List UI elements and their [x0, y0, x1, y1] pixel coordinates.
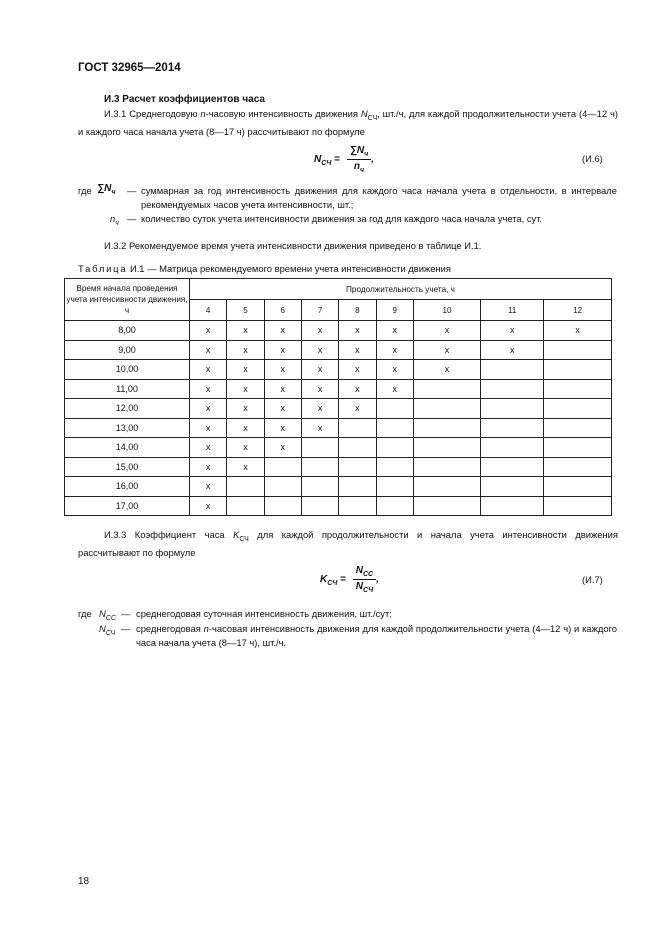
matrix-cell [481, 418, 544, 438]
matrix-cell: x [227, 399, 264, 419]
start-hour-cell: 9,00 [65, 340, 190, 360]
variable-n: n [203, 623, 209, 634]
matrix-cell: x [413, 321, 480, 341]
subscript: СЧ [362, 587, 374, 594]
matrix-cell: x [227, 418, 264, 438]
symbol-text: N [99, 608, 106, 619]
subscript: ч [111, 189, 116, 196]
paragraph-text: И.3.3 Коэффициент часа [104, 529, 234, 540]
variable-N: N [360, 108, 368, 119]
matrix-cell: x [190, 321, 227, 341]
matrix-cell [481, 477, 544, 497]
matrix-cell [264, 457, 301, 477]
definition-text: среднегодовая [136, 623, 204, 634]
matrix-cell [227, 496, 264, 516]
where-symbol-n [110, 212, 119, 230]
subscript: СЧ [105, 629, 116, 637]
matrix-cell [376, 399, 413, 419]
table-row [65, 496, 612, 516]
caption-label: Таблица [78, 263, 128, 274]
numerator-text: ∑N [349, 145, 365, 156]
where-label-1: где [78, 185, 92, 196]
paragraph-i33 [78, 528, 618, 560]
table-row [65, 340, 612, 360]
matrix-cell [376, 418, 413, 438]
subscript: СЧ [327, 580, 338, 588]
variable-K: K [233, 529, 240, 540]
matrix-cell [413, 379, 480, 399]
table-row [65, 399, 612, 419]
matrix-cell: x [301, 399, 338, 419]
paragraph-text: , шт./ч, для каждой продолжительности учета (4—12 ч) и каждого часа начала учета (8—17 ч) рассчитывают по формуле [78, 108, 619, 138]
matrix-cell: x [264, 360, 301, 380]
duration-column-header: 6 [264, 300, 301, 321]
table-row [65, 360, 612, 380]
matrix-cell [339, 496, 376, 516]
matrix-cell: x [227, 438, 264, 458]
matrix-cell [339, 418, 376, 438]
matrix-cell: x [190, 340, 227, 360]
where-definition-3: среднегодовая суточная интенсивность движения, шт./сут; [136, 608, 392, 619]
start-hour-cell: 10,00 [65, 360, 190, 380]
matrix-cell [264, 496, 301, 516]
page-number: 18 [78, 876, 90, 887]
matrix-cell [339, 477, 376, 497]
duration-column-header: 10 [413, 300, 480, 321]
matrix-cell: x [339, 399, 376, 419]
paragraph-i32: И.3.2 Рекомендуемое время учета интенсивности движения приведено в таблице И.1. [104, 240, 482, 251]
start-hour-cell: 14,00 [65, 438, 190, 458]
symbol-text: N [99, 623, 106, 634]
matrix-cell: x [339, 379, 376, 399]
formula-comma: , [376, 574, 379, 586]
matrix-cell: x [376, 340, 413, 360]
start-hour-cell: 15,00 [65, 457, 190, 477]
matrix-cell [376, 477, 413, 497]
start-hour-cell: 12,00 [65, 399, 190, 419]
fraction-numerator [347, 145, 371, 160]
equals-sign: = [331, 154, 343, 166]
matrix-cell [544, 379, 612, 399]
matrix-cell: x [264, 379, 301, 399]
matrix-cell: x [339, 360, 376, 380]
matrix-cell [413, 399, 480, 419]
matrix-cell: x [190, 399, 227, 419]
formula-lhs: K [320, 574, 328, 586]
duration-column-header: 9 [376, 300, 413, 321]
duration-column-header: 11 [481, 300, 544, 321]
matrix-cell: x [190, 477, 227, 497]
table-row [65, 418, 612, 438]
where-label-2: где [78, 608, 92, 619]
denominator-text: N [355, 581, 363, 592]
where-definition-4 [136, 622, 617, 649]
matrix-cell: x [339, 340, 376, 360]
subscript: ч [364, 151, 369, 158]
denominator-text: n [353, 161, 360, 172]
matrix-cell: x [264, 438, 301, 458]
matrix-cell [481, 457, 544, 477]
matrix-cell [544, 399, 612, 419]
start-hour-cell: 16,00 [65, 477, 190, 497]
matrix-cell: x [190, 360, 227, 380]
formula-comma: , [371, 154, 374, 166]
matrix-cell: x [264, 399, 301, 419]
start-hour-cell: 13,00 [65, 418, 190, 438]
paragraph-text: И.3.1 Среднегодовую [104, 108, 201, 119]
matrix-cell [481, 399, 544, 419]
table-row [65, 457, 612, 477]
standard-header: ГОСТ 32965—2014 [78, 62, 181, 74]
duration-column-header: 7 [301, 300, 338, 321]
subscript: ч [359, 167, 365, 174]
matrix-cell [481, 360, 544, 380]
matrix-cell: x [227, 379, 264, 399]
matrix-cell [544, 360, 612, 380]
matrix-cell: x [264, 340, 301, 360]
symbol-text: ∑N [97, 183, 112, 194]
matrix-cell: x [190, 379, 227, 399]
row-header: Время начала проведения учета интенсивности движения, ч [65, 279, 190, 321]
caption-text: И.1 — Матрица рекомендуемого времени учета интенсивности движения [127, 263, 451, 274]
paragraph-text: -часовую интенсивность движения [205, 108, 361, 119]
matrix-cell: x [544, 321, 612, 341]
where-dash-1: — [127, 185, 137, 196]
matrix-cell: x [301, 340, 338, 360]
matrix-cell [544, 477, 612, 497]
matrix-cell: x [301, 418, 338, 438]
matrix-cell: x [481, 321, 544, 341]
subscript: СЧ [367, 114, 378, 122]
table-caption [78, 263, 451, 274]
formula-i6 [314, 145, 374, 174]
matrix-cell: x [227, 360, 264, 380]
table-row [65, 321, 612, 341]
fraction-denominator [353, 580, 376, 594]
matrix-cell [413, 496, 480, 516]
formula-lhs: N [314, 154, 322, 166]
matrix-cell [301, 496, 338, 516]
matrix-cell: x [376, 360, 413, 380]
matrix-cell [301, 438, 338, 458]
matrix-cell: x [227, 340, 264, 360]
where-definition-1: суммарная за год интенсивность движения для каждого часа начала учета в отдельности, в интервале рекомендуемых часов учета интенсивности, шт.; [141, 185, 617, 210]
matrix-cell [544, 340, 612, 360]
matrix-cell: x [190, 438, 227, 458]
subscript: СЧ [321, 160, 332, 168]
matrix-cell: x [227, 321, 264, 341]
matrix-cell: x [190, 496, 227, 516]
matrix-cell [339, 438, 376, 458]
matrix-cell: x [301, 360, 338, 380]
matrix-cell: x [339, 321, 376, 341]
definition-text: -часовая интенсивность движения для каждой продолжительности учета (4—12 ч) и каждого часа начала учета (8—17 ч), шт./ч. [136, 623, 617, 648]
matrix-cell: x [413, 340, 480, 360]
fraction-denominator [351, 160, 367, 174]
section-title: И.3 Расчет коэффициентов часа [104, 94, 265, 105]
matrix-cell [413, 457, 480, 477]
paragraph-text: для каждой продолжительности и начала учета интенсивности движения рассчитывают по формуле [78, 529, 618, 559]
matrix-cell [339, 457, 376, 477]
matrix-cell [376, 438, 413, 458]
matrix-cell [301, 457, 338, 477]
matrix-cell: x [413, 360, 480, 380]
fraction-numerator [353, 565, 376, 580]
duration-column-header: 8 [339, 300, 376, 321]
equation-number-i7: (И.7) [582, 574, 603, 585]
matrix-cell: x [190, 418, 227, 438]
matrix-cell [376, 457, 413, 477]
matrix-cell: x [301, 321, 338, 341]
matrix-cell [544, 438, 612, 458]
paragraph-i31 [78, 107, 618, 139]
matrix-cell: x [301, 379, 338, 399]
matrix-cell [413, 438, 480, 458]
where-definition-2: количество суток учета интенсивности движения за год для каждого часа начала учета, сут. [141, 213, 543, 224]
matrix-cell [264, 477, 301, 497]
matrix-cell [413, 418, 480, 438]
where-dash-4: — [121, 623, 131, 634]
numerator-text: N [355, 565, 363, 576]
equals-sign: = [337, 574, 349, 586]
table-row [65, 379, 612, 399]
matrix-cell: x [264, 321, 301, 341]
duration-column-header: 5 [227, 300, 264, 321]
matrix-cell [481, 496, 544, 516]
formula-i7 [320, 565, 379, 594]
matrix-cell: x [227, 457, 264, 477]
table-row [65, 438, 612, 458]
symbol-text: n [110, 213, 116, 224]
where-symbol-sum-N [97, 182, 115, 200]
duration-header: Продолжительность учета, ч [190, 279, 612, 300]
where-symbol-nsch [99, 622, 115, 640]
matrix-cell [481, 379, 544, 399]
matrix-cell: x [264, 418, 301, 438]
matrix-cell [413, 477, 480, 497]
matrix-table [64, 278, 612, 516]
start-hour-cell: 17,00 [65, 496, 190, 516]
start-hour-cell: 11,00 [65, 379, 190, 399]
start-hour-cell: 8,00 [65, 321, 190, 341]
matrix-cell [301, 477, 338, 497]
matrix-cell: x [376, 379, 413, 399]
duration-column-header: 12 [544, 300, 612, 321]
subscript: ч [115, 219, 119, 227]
subscript: СЧ [239, 535, 249, 543]
duration-column-header: 4 [190, 300, 227, 321]
table-row [65, 477, 612, 497]
where-dash-2: — [127, 213, 137, 224]
subscript: СС [105, 614, 116, 622]
fraction [347, 145, 371, 174]
where-dash-3: — [121, 608, 131, 619]
matrix-cell [376, 496, 413, 516]
matrix-cell [544, 418, 612, 438]
matrix-cell: x [481, 340, 544, 360]
subscript: СС [362, 571, 374, 578]
fraction [353, 565, 376, 594]
matrix-cell [227, 477, 264, 497]
variable-n: n [200, 108, 206, 119]
matrix-cell: x [190, 457, 227, 477]
matrix-cell: x [376, 321, 413, 341]
matrix-cell [544, 457, 612, 477]
equation-number-i6: (И.6) [582, 153, 603, 164]
matrix-cell [481, 438, 544, 458]
matrix-cell [544, 496, 612, 516]
